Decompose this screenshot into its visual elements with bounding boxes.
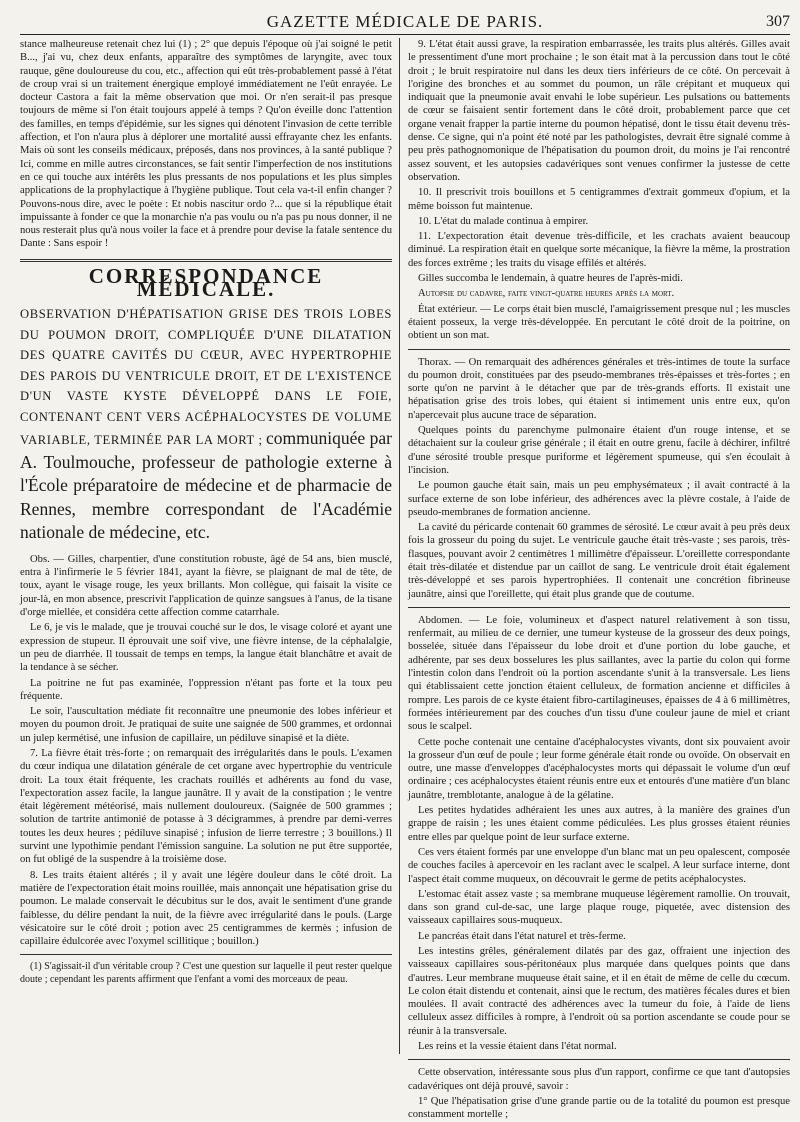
- paragraph: Cette poche contenait une centaine d'acéphalocystes vivants, dont six pouvaient avoir la grosseur d'un œuf de poule ; leur forme générale était ronde ou ovoïde. On observait en outre, une masse d'enveloppes d'acéphalocystes morts qui dépassait le volume d'un œuf ordinaire ; ces acéphalocystes étaient réunis entre eux et entourés d'une matière d'un blanc jaunâtre, tremblotante, analogue à de la gélatine.: [408, 736, 790, 801]
- page-number: 307: [766, 13, 790, 30]
- right-column: [408, 38, 790, 1121]
- paragraph: La poitrine ne fut pas examinée, l'oppression n'étant pas forte et la toux peu fréquente.: [20, 677, 392, 702]
- section-divider: [408, 607, 790, 608]
- paragraph: 7. La fièvre était très-forte ; on remarquait des irrégularités dans le pouls. L'examen du cœur indiqua une dilatation générale de cet organe avec hypertrophie du ventricule droit. La toux était fréquente, les crachats rouillés et adhérents au fond du vase, l'expectoration assez facile, la langue jaunâtre. Il y avait de la constipation ; le ventre était légèrement météorisé, mais nullement douloureux. (Saignée de 500 grammes ; solution de tartrite antimonié de potasse à 3 décigrammes, à prendre par demi-verres toutes les deux heures ; pédiluve sinapisé ; infusion de lierre terrestre ; 3 bouillons.) Il survint une lypothimie pendant l'émission sanguine. La solution ne put être supportée, on fut obligé de la suspendre à la troisième dose.: [20, 748, 392, 866]
- journal-title: GAZETTE MÉDICALE DE PARIS.: [266, 12, 544, 31]
- left-column: [20, 38, 392, 1054]
- observation-title-caps: OBSERVATION D'HÉPATISATION GRISE DES TROIS LOBES DU POUMON DROIT, COMPLIQUÉE D'UNE DILATATION DES QUATRE CAVITÉS DU CŒUR, AVEC HYPERTROPHIE DES PAROIS DU VENTRICULE DROIT, ET DE L'EXISTENCE D'UN VASTE KYSTE DÉVELOPPÉ DANS LE FOIE, CONTENANT CENT VERS ACÉPHALOCYSTES DE VOLUME VARIABLE, TERMINÉE PAR LA MORT ;: [20, 307, 392, 448]
- observation-title-author: communiquée par A. Toulmouche, professeur de pathologie externe à l'École préparatoire de médecine et de pharmacie de Rennes, membre correspondant de l'Académie nationale de médecine, etc.: [20, 428, 393, 543]
- paragraph: La cavité du péricarde contenait 60 grammes de sérosité. Le cœur avait à peu près deux fois la grosseur du poing du sujet. Le ventricule gauche était très-vaste ; ses parois, très-flasques, pouvant avoir 2 centimètres 1 millimètre d'épaisseur. L'oreillette correspondante était très-dilatée et distendue par un caillot de sang. Le ventricule droit était également très-développé et ses parois hypertrophiées. Il contenait une concrétion fibrineuse jaunâtre, ainsi que l'oreillette, qui était plus grande que de coutume.: [408, 522, 790, 600]
- page-header: [20, 8, 790, 35]
- observation-title: [20, 304, 392, 545]
- paragraph: 9. L'état était aussi grave, la respiration embarrassée, les traits plus altérés. Gilles avait le pressentiment d'une mort prochaine ; le son était mat à la percussion dans tout le côté droit ; le bruit respiratoire nul dans les deux tiers inférieurs de ce côté. On percevait à l'origine des bronches et au sommet du poumon, un râle crépitant et muqueux qui indiquait que la pneumonie avait envahi le lobe supérieur. Les pulsations ou battements de cœur se faisaient sentir fortement dans le côté droit, probablement parce que cet organe venait frapper la partie interne du poumon hépatisé, dont le tissu était devenu très-dense. Ce signe, qui n'a point été noté par les pathologistes, devrait être signalé comme à peu près pathognomonique de l'hépatisation du poumon droit, du moins je l'ai rencontré assez souvent, et les autopsies cadavériques sont venues confirmer la justesse de cette observation.: [408, 39, 790, 183]
- footnote: (1) S'agissait-il d'un véritable croup ? C'est une question sur laquelle il peut rester quelque doute ; cependant les parents affirment que l'enfant a vomi des morceaux de peau.: [20, 961, 392, 985]
- conclusion-point: 1° Que l'hépatisation grise d'une grande partie ou de la totalité du poumon est presque constamment mortelle ;: [408, 1095, 790, 1121]
- paragraph: 8. Les traits étaient altérés ; il y avait une légère douleur dans le côté droit. La matière de l'expectoration était moins rouillée, mais annonçait une hépatisation grise du poumon. Le malade conservait le décubitus sur le dos, avait le sentiment d'une grande faiblesse, du délire pendant la nuit, de la fièvre avec irrégularité dans le pouls. (Large vésicatoire sur le côté droit ; potion avec 25 centigrammes de kermès ; infusion de capillaire édulcorée avec l'oxymel scillitique ; bouillon.): [20, 869, 392, 948]
- paragraph: Le pancréas était dans l'état naturel et très-ferme.: [418, 930, 626, 942]
- section-divider: [20, 259, 392, 262]
- paragraph: L'estomac était assez vaste ; sa membrane muqueuse légèrement ramollie. On trouvait, dans son grand cul-de-sac, une large plaque rouge, piquetée, avec distension des vaisseaux capillaires sous-muqueux.: [408, 888, 790, 927]
- paragraph: Le soir, l'auscultation médiate fit reconnaître une pneumonie des lobes inférieur et moyen du poumon droit. Je pratiquai de suite une saignée de 500 grammes, et ordonnai un julep kermétisé, une infusion de capillaire, un pédiluve sinapisé et la diète.: [20, 706, 392, 744]
- section-divider: [408, 1059, 790, 1060]
- section-divider: [408, 349, 790, 350]
- paragraph: Les intestins grêles, généralement dilatés par des gaz, offraient une injection des vaisseaux capillaires sous-péritonéaux plus marquée dans quelques points que dans d'autres. Leur membrane muqueuse était saine, et il en était de même de celle du cœcum. Le colon était distendu et contenait, ainsi que le rectum, des matières fécales dures et bien moulées. Il avait contracté des adhérences avec la tumeur du foie, à l'aide de liens celluleux assez difficiles à rompre, à l'endroit où sa portion ascendante se coude pour se réunir à la transversale.: [408, 946, 790, 1037]
- thorax-paragraph: Thorax. — On remarquait des adhérences générales et très-intimes de toute la surface du poumon droit, constituées par des pseudo-membranes très-épaisses et très-fortes ; en sorte qu'on ne parvint à le détacher que par de très-grands efforts. Il existait une hépatisation grise des trois lobes, qui étaient si intimement unis entre eux, qu'on n'apercevait plus aucune trace de séparation.: [408, 356, 790, 421]
- footnote-divider: [20, 954, 392, 955]
- conclusion-paragraph: Cette observation, intéressante sous plus d'un rapport, confirme ce que tant d'autopsies cadavériques ont déjà prouvé, savoir :: [408, 1067, 790, 1092]
- paragraph: Le 6, je vis le malade, que je trouvai couché sur le dos, le visage coloré et ayant une expression de stupeur. Il éprouvait une soif vive, une fièvre intense, de la céphalalgie, un peu de diarrhée. Il toussait de temps en temps, la langue était blanchâtre et avait de la tendance à se sécher.: [20, 622, 392, 674]
- paragraph: Le poumon gauche était sain, mais un peu emphysémateux ; il avait contracté à la surface externe de son lobe inférieur, des adhérences avec la plèvre costale, à l'aide de pseudo-membranes de formation ancienne.: [408, 480, 790, 518]
- abdomen-paragraph: Abdomen. — Le foie, volumineux et d'aspect naturel relativement à son tissu, renfermait, au milieu de ce dernier, une tumeur kysteuse de la grosseur des deux poings, bosselée, située dans l'épaisseur du lobe droit et d'une portion du lobe gauche, et adhérente, par ses deux bosselures les plus saillantes, avec la partie du colon qui forme l'intestin colon dans l'endroit où la portion ascendante s'unit à la transversale. Les liens qui établissaient cette jonction étaient celluleux, de formation ancienne et difficiles à rompre. Les parois de ce kyste étaient fibro-cartilagineuses, épaisses de 4 à 6 millimètres, formées intérieurement par des couches d'un tissu d'une couleur jaune de miel et criant sous le scalpel.: [408, 614, 790, 733]
- paragraph: 11. L'expectoration était devenue très-difficile, et les crachats avaient beaucoup diminué. La respiration était en quelque sorte mécanique, la fièvre la même, la prostration des forces extrême ; les traits du visage effilés et altérés.: [408, 231, 790, 269]
- autopsy-heading: Autopsie du cadavre, faite vingt-quatre heures après la mort.: [418, 288, 675, 300]
- paragraph: Les reins et la vessie étaient dans l'état normal.: [418, 1041, 617, 1053]
- column-divider: [399, 38, 400, 1054]
- paragraph: 10. L'état du malade continua à empirer.: [418, 215, 589, 227]
- exterior-paragraph: État extérieur. — Le corps était bien musclé, l'amaigrissement presque nul ; les muscles étaient posseux, la verge très-développée. En percutant le côté droit de la poitrine, on obtient un son mat.: [408, 303, 790, 342]
- paragraph: Quelques points du parenchyme pulmonaire étaient d'un rouge intense, et se détachaient sur la couleur grise générale ; il était en outre grenu, facile à déchirer, infiltré d'une sérosité trouble presque puriforme et légèrement spumeuse, qui s'en écoulait à l'incision.: [408, 425, 790, 476]
- section-heading: CORRESPONDANCE MÉDICALE.: [88, 263, 324, 302]
- paragraph: Gilles succomba le lendemain, à quatre heures de l'après-midi.: [418, 273, 683, 285]
- paragraph: Ces vers étaient formés par une enveloppe d'un blanc mat un peu opalescent, composée de couches faciles à apercevoir en les raclant avec le scalpel. A leur surface interne, dont l'aspect était comme muqueux, on découvrait le germe de petits acéphalocystes.: [408, 846, 790, 885]
- paragraph: 10. Il prescrivit trois bouillons et 5 centigrammes d'extrait gommeux d'opium, et la même boisson fut maintenue.: [408, 187, 790, 212]
- paragraph: Les petites hydatides adhéraient les unes aux autres, à la manière des graines d'un grappe de raisin ; les unes étaient comme pédiculées. Les plus grosses étaient réunies entre elles par quelque point de leur surface externe.: [408, 805, 790, 843]
- continued-paragraph: stance malheureuse retenait chez lui (1) ; 2° que depuis l'époque où j'ai soigné le petit B..., j'ai vu, chez deux enfants, apparaître des symptômes de laryngite, avec toux rauque, gêne douloureuse du cou, etc., affection qui eût très-probablement passé à l'état de croup vrai si un traitement énergique employé immédiatement ne l'eût enrayée. Le docteur Castora a fait la même observation que moi. Or n'en serait-il pas presque toujours de même si l'on était toujours appelé à temps ? Qu'on éveille donc l'attention des familles, en temps d'épidémie, sur les signes qui dénotent l'invasion de cette terrible affection, et l'on n'aura plus à déplorer une mortalité aussi effrayante chez les enfants. Mais où sont les conseils médicaux, préposés, dans nos provinces, à la santé publique ? Ici, comme en mille autres circonstances, se fait sentir l'imperfection de nos institutions en ce qui touche aux intérêts les plus pressants de nos populations et les plus simples applications de la prophylactique à l'hygiène publique. Tout cela va-t-il enfin changer ? Pouvons-nous dire, avec le poète : Et nobis nascitur ordo ?... que si la république était impuissante à fonder ce que la monarchie n'a pas voulu ou n'a pas pu nous donner, il ne nous resterait plus qu'à nous voiler la face et à prendre pour devise la fatale sentence du Dante : Sans espoir !: [20, 39, 392, 250]
- paragraph: Obs. — Gilles, charpentier, d'une constitution robuste, âgé de 54 ans, bien musclé, entra à l'infirmerie le 5 février 1841, ayant la fièvre, se plaignant de mal de tête, de toux, ayant le visage rouge, les yeux brillants. Mon collègue, qui faisait la visite ce jour-là, en mon absence, prescrivit l'application de quinze sangsues à l'anus, de la tisane d'orge miellée, et considéra cette affection comme catarrhale.: [20, 553, 392, 619]
